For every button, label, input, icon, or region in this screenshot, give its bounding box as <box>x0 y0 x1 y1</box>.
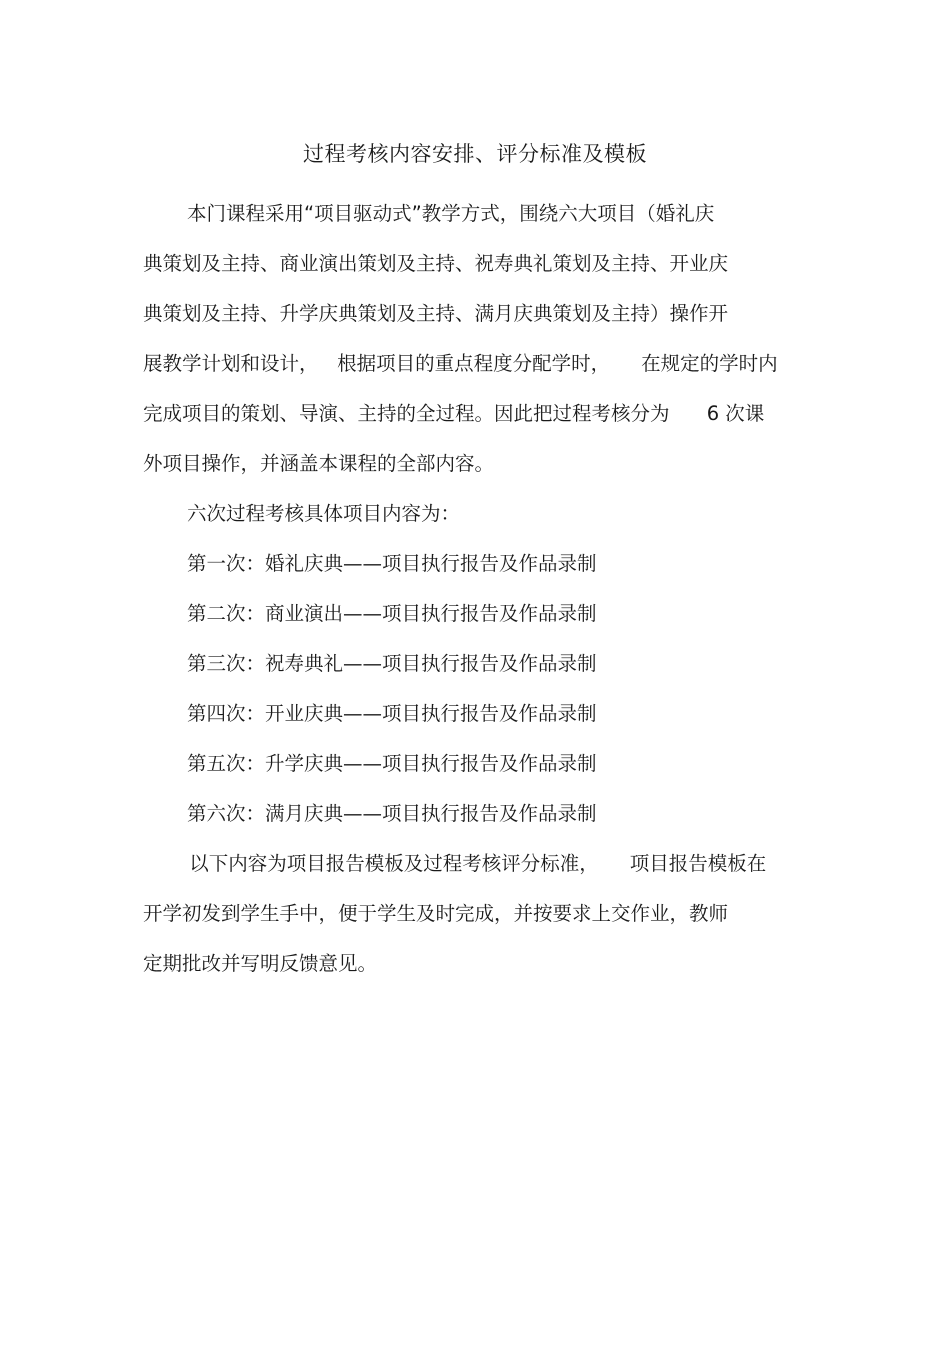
list-item: 第六次：满月庆典——项目执行报告及作品录制 <box>187 802 597 825</box>
list-item: 第二次：商业演出——项目执行报告及作品录制 <box>187 602 597 625</box>
closing-line-2: 开学初发到学生手中，便于学生及时完成，并按要求上交作业，教师 <box>143 902 729 925</box>
closing-line-1: 以下内容为项目报告模板及过程考核评分标准， 项目报告模板在 <box>183 852 767 875</box>
list-item: 第五次：升学庆典——项目执行报告及作品录制 <box>187 752 597 775</box>
list-item: 第三次：祝寿典礼——项目执行报告及作品录制 <box>187 652 597 675</box>
intro-line-5: 完成项目的策划、导演、主持的全过程。因此把过程考核分为 6 次课 <box>143 402 765 425</box>
document-title: 过程考核内容安排、评分标准及模板 <box>303 142 647 166</box>
list-item: 第一次：婚礼庆典——项目执行报告及作品录制 <box>187 552 597 575</box>
closing-line-3: 定期批改并写明反馈意见。 <box>143 952 378 975</box>
list-heading: 六次过程考核具体项目内容为： <box>187 502 461 525</box>
list-item: 第四次：开业庆典——项目执行报告及作品录制 <box>187 702 597 725</box>
intro-line-4: 展教学计划和设计， 根据项目的重点程度分配学时， 在规定的学时内 <box>143 352 778 375</box>
intro-line-3: 典策划及主持、升学庆典策划及主持、满月庆典策划及主持）操作开 <box>143 302 729 325</box>
intro-line-6: 外项目操作，并涵盖本课程的全部内容。 <box>143 452 495 475</box>
intro-line-1: 本门课程采用“项目驱动式”教学方式，围绕六大项目（婚礼庆 <box>187 202 715 225</box>
intro-line-2: 典策划及主持、商业演出策划及主持、祝寿典礼策划及主持、开业庆 <box>143 252 729 275</box>
